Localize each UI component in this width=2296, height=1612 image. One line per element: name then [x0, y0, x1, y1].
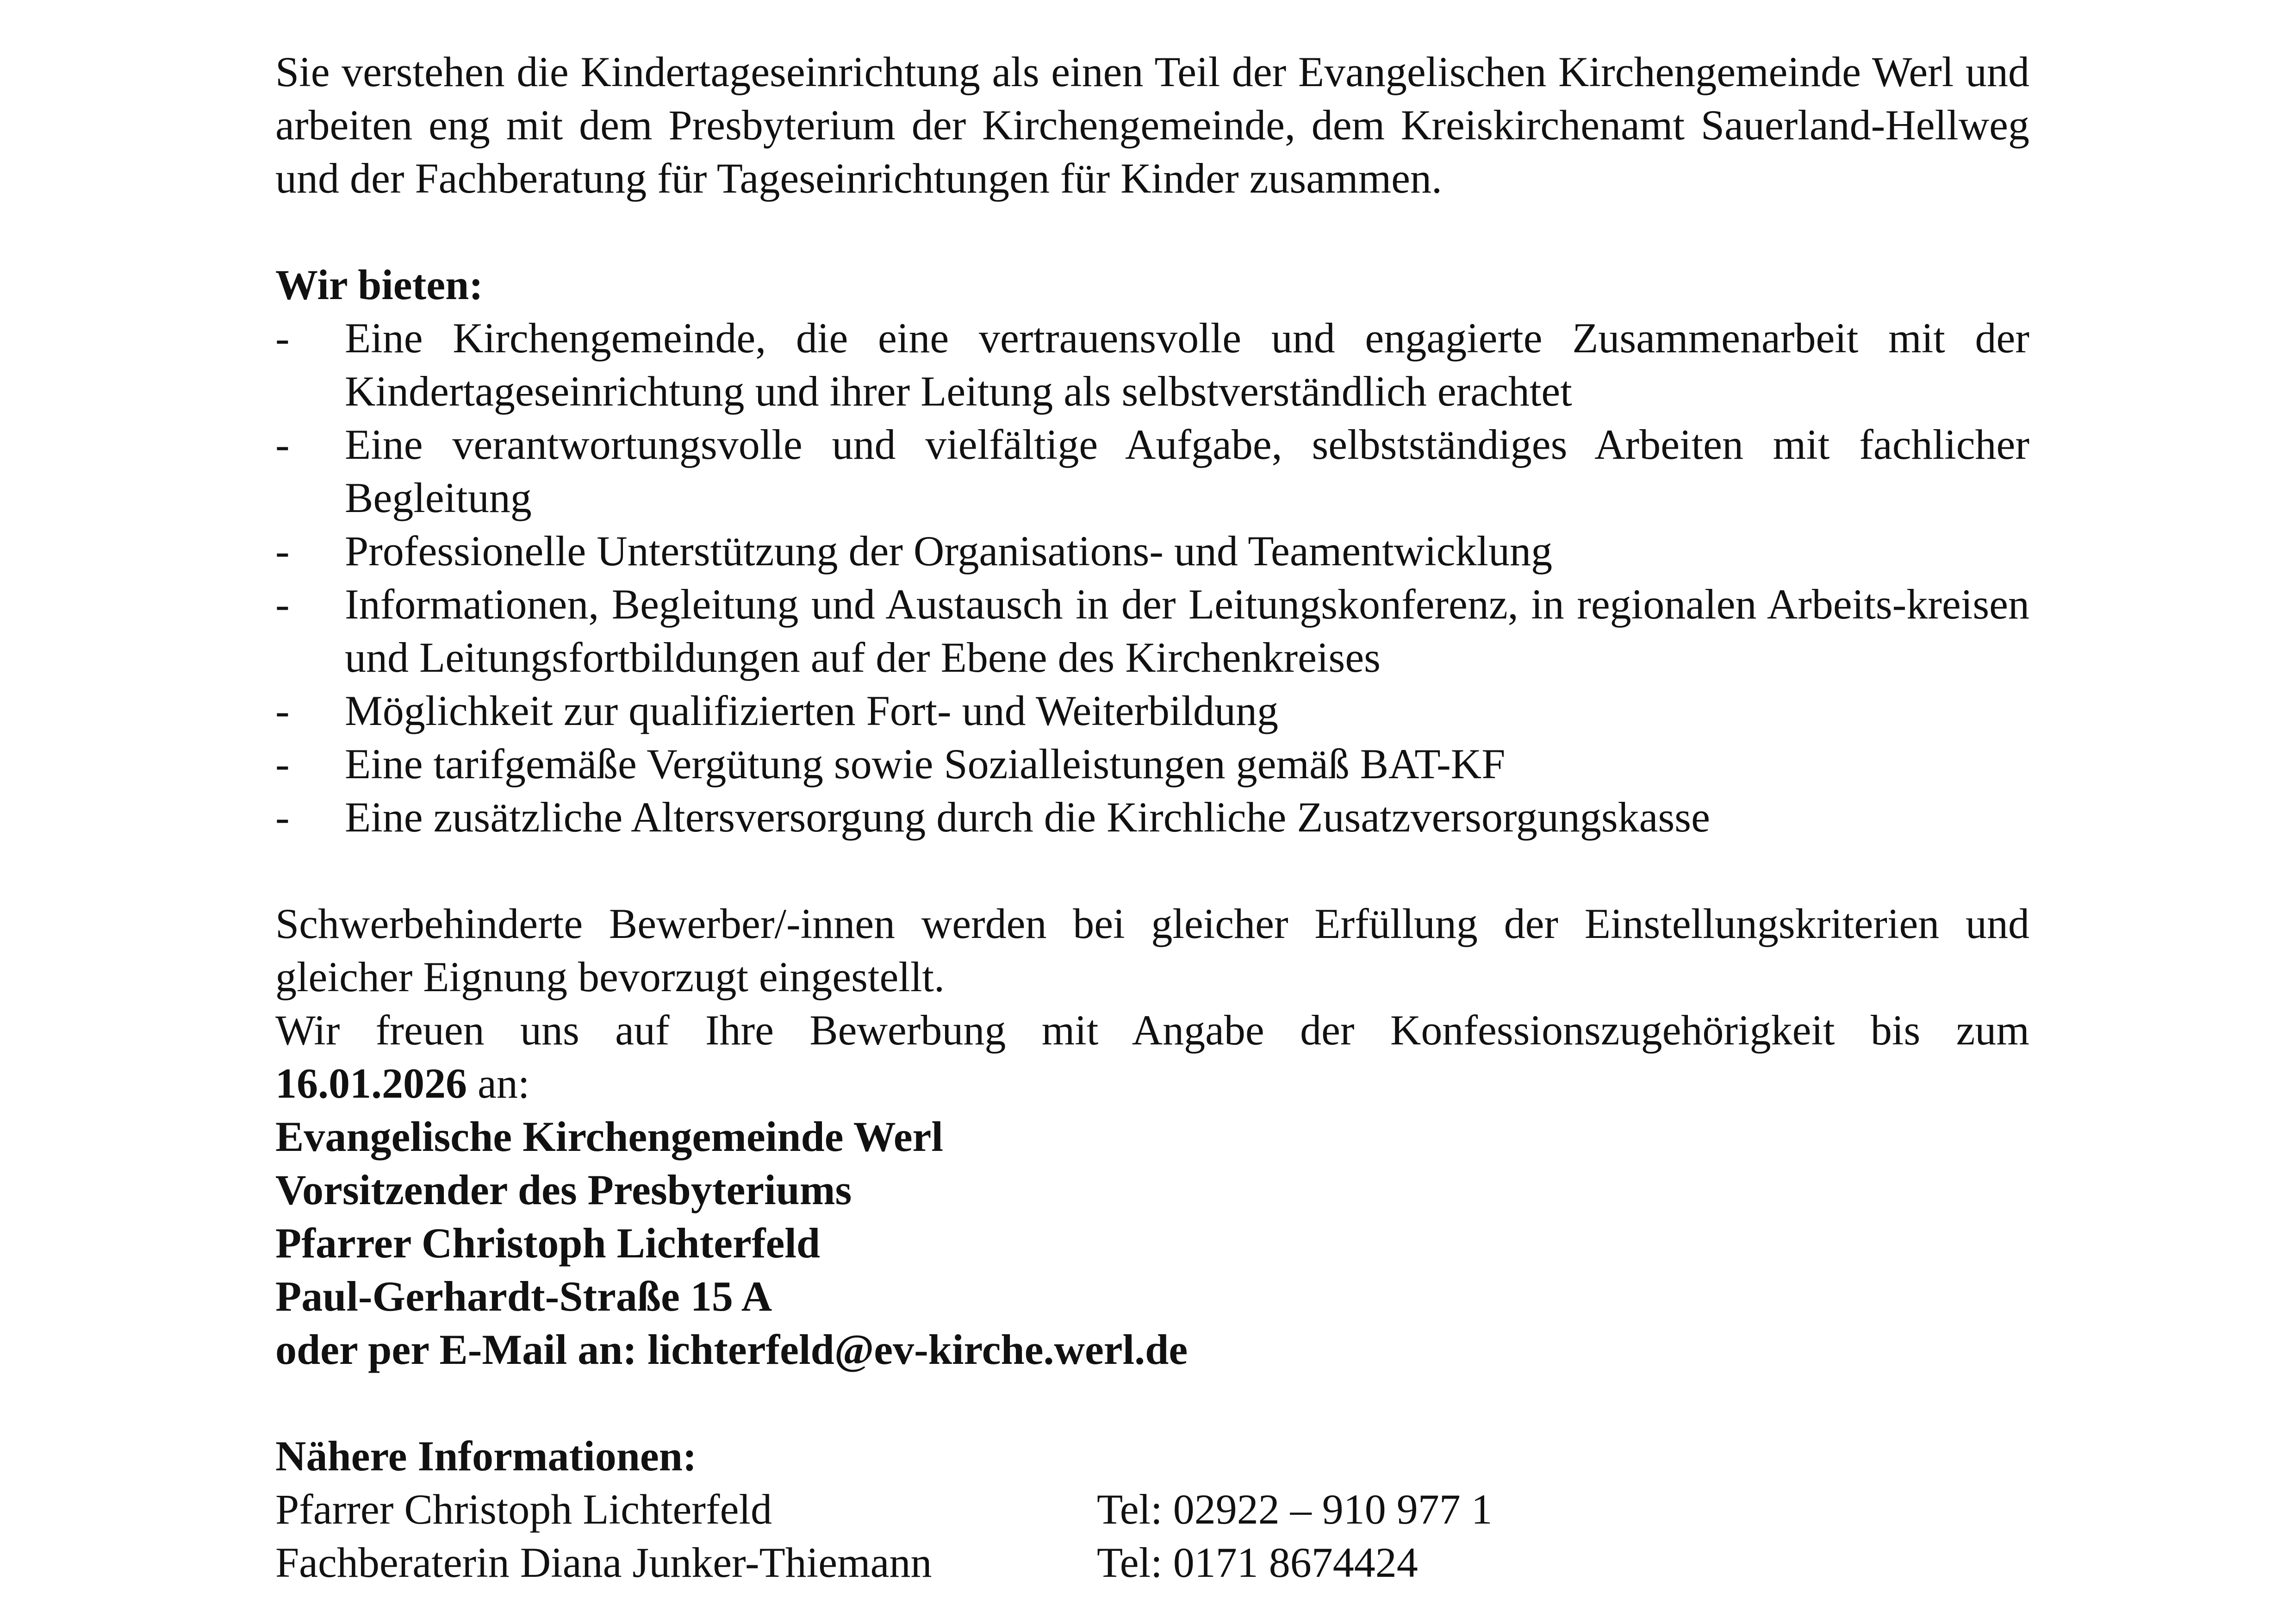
offer-item — [275, 418, 2029, 525]
offers-list — [275, 312, 2029, 844]
address-email: oder per E-Mail an: lichterfeld@ev-kirche.werl.de — [275, 1326, 1188, 1373]
bullet-dash: - — [275, 314, 290, 362]
offer-item — [275, 684, 2029, 737]
offer-text: Professionelle Unterstützung der Organisations- und Teamentwicklung — [345, 527, 1553, 575]
bullet-dash: - — [275, 421, 290, 468]
offer-item — [275, 791, 2029, 844]
spacer — [275, 844, 2029, 897]
disability-note: Schwerbehinderte Bewerber/-innen werden bei gleicher Erfüllung der Einstellungskriterien und gleicher Eignung bevorzugt eingestellt. — [275, 900, 2029, 1000]
offer-text: Eine zusätzliche Altersversorgung durch die Kirchliche Zusatzversorgungskasse — [345, 794, 1710, 841]
bullet-dash: - — [275, 527, 290, 575]
address-street: Paul-Gerhardt-Straße 15 A — [275, 1273, 772, 1320]
offer-item — [275, 737, 2029, 791]
contact-phone: Tel: 0171 8674424 — [1097, 1539, 1418, 1586]
bullet-dash: - — [275, 794, 290, 841]
bullet-dash: - — [275, 581, 290, 628]
offer-text: Eine verantwortungsvolle und vielfältige Aufgabe, selbstständiges Arbeiten mit fachlicher Begleitung — [345, 421, 2029, 521]
application-deadline-suffix: an: — [467, 1060, 530, 1107]
info-heading: Nähere Informationen: — [275, 1432, 697, 1480]
bullet-dash: - — [275, 687, 290, 734]
offer-text: Möglichkeit zur qualifizierten Fort- und Weiterbildung — [345, 687, 1278, 734]
offers-heading: Wir bieten: — [275, 261, 483, 308]
offer-text: Eine Kirchengemeinde, die eine vertrauensvolle und engagierte Zusammenarbeit mit der Kindertageseinrichtung und ihrer Leitung als selbstverständlich erachtet — [345, 314, 2029, 415]
spacer — [275, 1376, 2029, 1430]
contact-row — [275, 1483, 2029, 1536]
intro-paragraph: Sie verstehen die Kindertageseinrichtung als einen Teil der Evangelischen Kirchengemeinde Werl und arbeiten eng mit dem Presbyterium der Kirchengemeinde, dem Kreiskirchenamt Sauerland-Hellweg und der Fachberatung für Tageseinrichtungen für Kinder zusammen. — [275, 48, 2029, 202]
offer-item — [275, 578, 2029, 684]
offer-item — [275, 525, 2029, 578]
offer-item — [275, 312, 2029, 418]
address-person: Pfarrer Christoph Lichterfeld — [275, 1219, 821, 1267]
contact-row — [275, 1536, 2029, 1589]
spacer — [275, 205, 2029, 258]
offer-text: Eine tarifgemäße Vergütung sowie Sozialleistungen gemäß BAT-KF — [345, 740, 1506, 787]
offer-text: Informationen, Begleitung und Austausch in der Leitungskonferenz, in regionalen Arbeits-kreisen und Leitungsfortbildungen auf der Ebene des Kirchenkreises — [345, 581, 2029, 681]
application-deadline: 16.01.2026 — [275, 1060, 467, 1107]
bullet-dash: - — [275, 740, 290, 787]
address-organization: Evangelische Kirchengemeinde Werl — [275, 1113, 943, 1160]
contact-name: Fachberaterin Diana Junker-Thiemann — [275, 1539, 932, 1586]
contact-phone: Tel: 02922 – 910 977 1 — [1097, 1486, 1493, 1533]
application-intro: Wir freuen uns auf Ihre Bewerbung mit Angabe der Konfessionszugehörigkeit bis zum — [275, 1006, 2029, 1054]
text-column — [275, 45, 2029, 1589]
contact-name: Pfarrer Christoph Lichterfeld — [275, 1486, 772, 1533]
application-deadline-line — [275, 1057, 2029, 1110]
address-role: Vorsitzender des Presbyteriums — [275, 1166, 852, 1213]
